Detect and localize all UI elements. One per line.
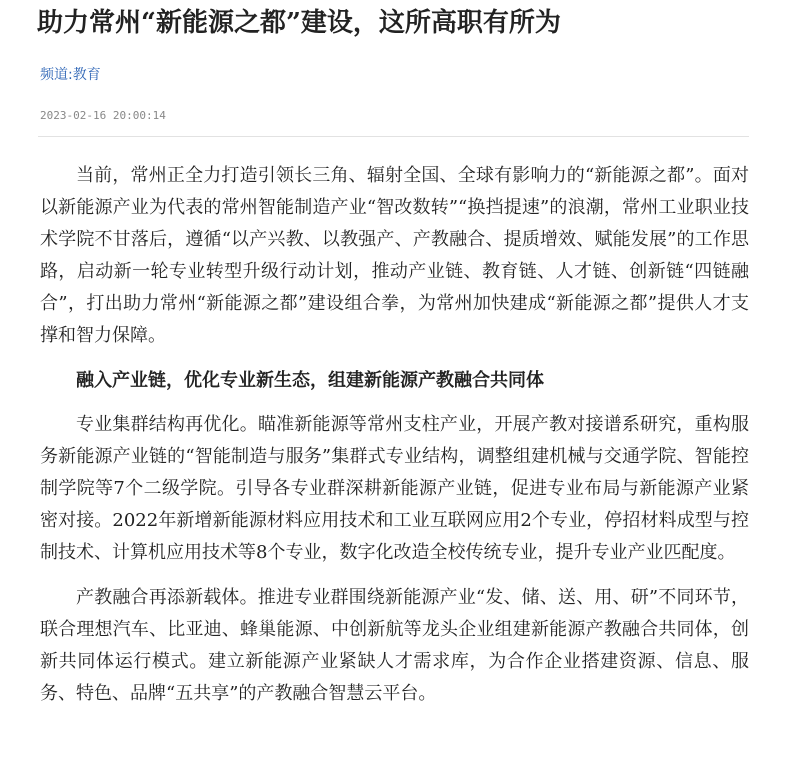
paragraph-integration: 产教融合再添新载体。推进专业群围绕新能源产业“发、储、送、用、研”不同环节，联合理想汽车、比亚迪、蜂巢能源、中创新航等龙头企业组建新能源产教融合共同体，创新共同体运行模式。建立新能源产业紧缺人才需求库，为合作企业搭建资源、信息、服务、特色、品牌“五共享”的产教融合智慧云平台。 bbox=[40, 587, 749, 704]
article-title: 助力常州“新能源之都”建设，这所高职有所为 bbox=[37, 8, 561, 38]
section-heading: 融入产业链，优化专业新生态，组建新能源产教融合共同体 bbox=[76, 370, 544, 391]
article-body bbox=[40, 160, 749, 723]
publish-date: 2023-02-16 20:00:14 bbox=[40, 109, 166, 122]
channel-link[interactable]: 频道:教育 bbox=[40, 67, 101, 83]
paragraph-specialty: 专业集群结构再优化。瞄准新能源等常州支柱产业，开展产教对接谱系研究，重构服务新能源产业链的“智能制造与服务”集群式专业结构，调整组建机械与交通学院、智能控制学院等7个二级学院。引导各专业群深耕新能源产业链，促进专业布局与新能源产业紧密对接。2022年新增新能源材料应用技术和工业互联网应用2个专业，停招材料成型与控制技术、计算机应用技术等8个专业，数字化改造全校传统专业，提升专业产业匹配度。 bbox=[40, 414, 749, 563]
paragraph-intro: 当前，常州正全力打造引领长三角、辐射全国、全球有影响力的“新能源之都”。面对以新能源产业为代表的常州智能制造产业“智改数转”“换挡提速”的浪潮，常州工业职业技术学院不甘落后，遵循“以产兴教、以教强产、产教融合、提质增效、赋能发展”的工作思路，启动新一轮专业转型升级行动计划，推动产业链、教育链、人才链、创新链“四链融合”，打出助力常州“新能源之都”建设组合拳，为常州加快建成“新能源之都”提供人才支撑和智力保障。 bbox=[40, 165, 749, 346]
divider bbox=[38, 136, 749, 137]
